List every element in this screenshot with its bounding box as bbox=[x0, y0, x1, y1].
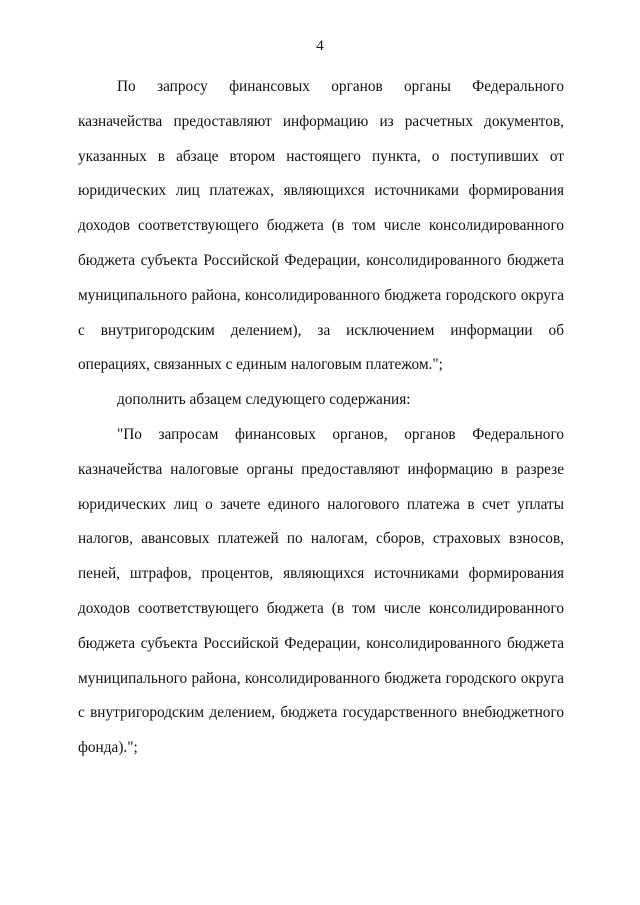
paragraph-amendment-intro: дополнить абзацем следующего содержания: bbox=[117, 391, 411, 409]
page-number: 4 bbox=[316, 38, 324, 54]
paragraph-treasury-info: По запросу финансовых органов органы Федерального казначейства предоставляют информацию из расчетных документов, указанных в абзаце втором настоящего пункта, о поступивших от юридических лиц платежах, являющихся источниками формирования доходов соответствующего бюджета (в том числе консолидированного бюджета субъекта Российской Федерации, консолидированного бюджета муниципального района, консолидированного бюджета городского округа с внутригородским делением), за исключением информации об операциях, связанных с единым налоговым платежом."; bbox=[78, 78, 564, 374]
document-body bbox=[78, 70, 564, 766]
paragraph-tax-authority-info: "По запросам финансовых органов, органов Федерального казначейства налоговые органы предоставляют информацию в разрезе юридических лиц о зачете единого налогового платежа в счет уплаты налогов, авансовых платежей по налогам, сборов, страховых взносов, пеней, штрафов, процентов, являющихся источниками формирования доходов соответствующего бюджета (в том числе консолидированного бюджета субъекта Российской Федерации, консолидированного бюджета муниципального района, консолидированного бюджета городского округа с внутригородским делением, бюджета государственного внебюджетного фонда)."; bbox=[78, 425, 564, 757]
